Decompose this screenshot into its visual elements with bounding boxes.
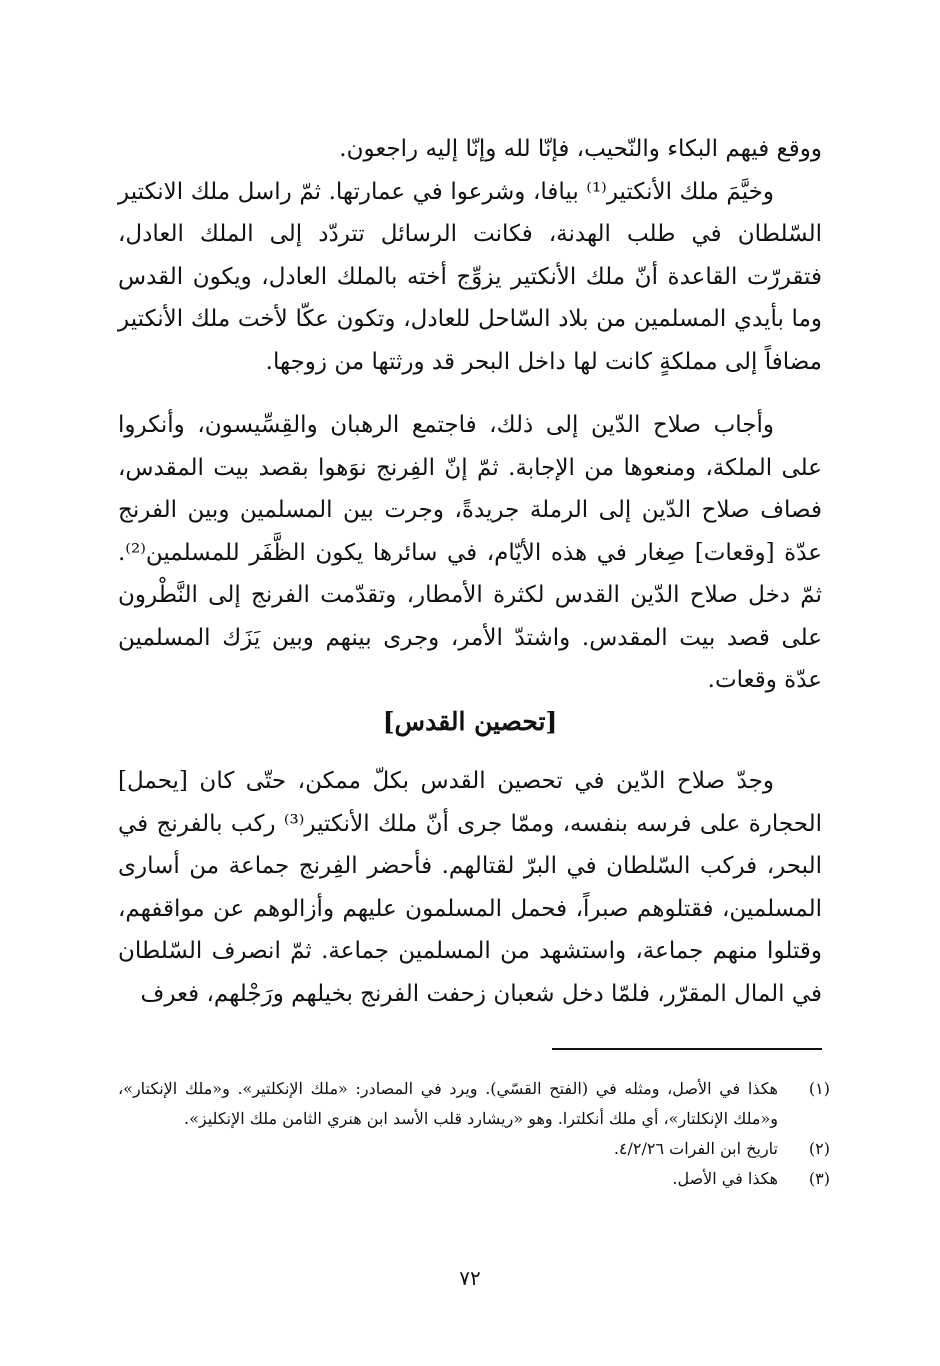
- footnote: [118, 1074, 830, 1134]
- footnote-separator: [552, 1048, 822, 1050]
- footnote-text: تاريخ ابن الفرات ٤/٢/٢٦.: [613, 1139, 778, 1158]
- main-text-top: [118, 128, 822, 383]
- footnote-number: (٢): [808, 1139, 830, 1158]
- paragraph-1: وخيَّمَ ملك الأنكتير⁽¹⁾ بيافا، وشرعوا في عمارتها. ثمّ راسل ملك الانكتير السّلطان في طلب الهدنة، فكانت الرسائل تتردّد إلى الملك العادل، فتقررّت القاعدة أنّ ملك الأنكتير يزوِّج أخته بالملك العادل، ويكون القدس وما بأيدي المسلمين من بلاد السّاحل للعادل، وتكون عكّا لأخت ملك الأنكتير مضافاً إلى مملكةٍ كانت لها داخل البحر قد ورثتها من زوجها.: [118, 178, 822, 375]
- page-number: ٧٢: [459, 1266, 481, 1290]
- paragraph-3: وجدّ صلاح الدّين في تحصين القدس بكلّ ممكن، حتّى كان [يحمل] الحجارة على فرسه بنفسه، وممّا جرى أنّ ملك الأنكتير⁽³⁾ ركب بالفرنج في البحر، فركب السّلطان في البرّ لقتالهم. فأحضر الفِرنج جماعة من أسارى المسلمين، فقتلوهم صبراً، فحمل المسلمون عليهم وأزالوهم عن مواقفهم، وقتلوا منهم جماعة، واستشهد من المسلمين جماعة. ثمّ انصرف السّلطان في المال المقرّر، فلمّا دخل شعبان زحفت الفرنج بخيلهم ورَجْلهم، فعرف: [118, 768, 822, 1007]
- footnote-text: هكذا في الأصل، ومثله في (الفتح القسّي). ويرد في المصادر: «ملك الإنكلتير». و«ملك الإنكتار»، و«ملك الإنكلتار»، أي ملك أنكلترا. وهو «ريشارد قلب الأسد ابن هنري الثامن ملك الإنكليز».: [118, 1079, 778, 1128]
- paragraph-2: وأجاب صلاح الدّين إلى ذلك، فاجتمع الرهبان والقِسِّيسون، وأنكروا على الملكة، ومنعوها من الإجابة. ثمّ إنّ الفِرنج نوَهوا بقصد بيت المقدس، فصاف صلاح الدّين إلى الرملة جريدةً، وجرت بين المسلمين وبين الفرنج عدّة [وقعات] صِغار في هذه الأيّام، في سائرها يكون الظَّفَر للمسلمين⁽²⁾. ثمّ دخل صلاح الدّين القدس لكثرة الأمطار، وتقدّمت الفرنج إلى النَّطْرون على قصد بيت المقدس. واشتدّ الأمر، وجرى بينهم وبين يَزَك المسلمين عدّة وقعات.: [118, 412, 822, 693]
- footnote-number: (١): [808, 1079, 830, 1098]
- footnote: [118, 1164, 830, 1194]
- main-text-middle: [118, 404, 822, 702]
- footnote-number: (٣): [808, 1169, 830, 1188]
- footnote-text: هكذا في الأصل.: [672, 1169, 778, 1188]
- section-heading: [تحصين القدس]: [382, 707, 558, 736]
- footnote: [118, 1134, 830, 1164]
- intro-line: ووقع فيهم البكاء والنّحيب، فإنّا لله وإنّا إليه راجعون.: [339, 136, 822, 162]
- main-text-bottom: [118, 760, 822, 1015]
- footnotes: [118, 1074, 830, 1194]
